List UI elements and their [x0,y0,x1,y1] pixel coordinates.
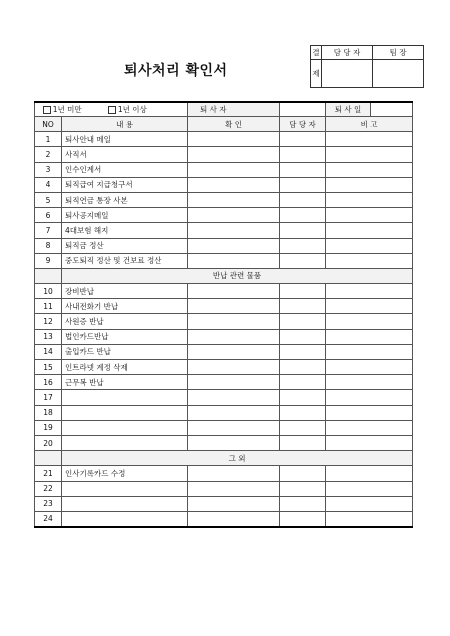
table-row [35,420,413,435]
table-row [35,284,413,299]
approval-side-top: 결 [311,46,322,60]
row-manager-cell[interactable] [280,344,326,359]
row-manager-cell[interactable] [280,390,326,405]
row-check-cell[interactable] [188,208,280,223]
row-remark-cell[interactable] [326,466,413,481]
resign-date-field[interactable] [371,103,412,116]
table-row [35,132,413,147]
row-manager-cell[interactable] [280,192,326,207]
resignee-label: 퇴 사 자 [188,102,280,117]
row-check-cell[interactable] [188,375,280,390]
row-content: 퇴직금 정산 [62,238,188,253]
row-check-cell[interactable] [188,177,280,192]
row-number: 23 [35,496,62,511]
header-manager: 담 당 자 [280,117,326,132]
tenure-options [35,102,188,117]
approval-side-bottom: 제 [311,60,322,88]
row-remark-cell[interactable] [326,284,413,299]
row-number: 8 [35,238,62,253]
row-manager-cell[interactable] [280,208,326,223]
row-manager-cell[interactable] [280,329,326,344]
row-manager-cell[interactable] [280,496,326,511]
row-content: 인수인계서 [62,162,188,177]
header-no: NO [35,117,62,132]
row-number: 11 [35,299,62,314]
approval-header-manager: 담 당 자 [322,46,373,60]
table-row [35,314,413,329]
row-content: 인트라넷 계정 삭제 [62,360,188,375]
row-check-cell[interactable] [188,360,280,375]
table-row [35,466,413,481]
under1-label: 1년 미만 [52,105,82,114]
row-manager-cell[interactable] [280,466,326,481]
table-row [35,496,413,511]
row-remark-cell[interactable] [326,329,413,344]
header-row [35,117,413,132]
row-remark-cell[interactable] [326,132,413,147]
row-content [62,511,188,527]
row-number: 22 [35,481,62,496]
row-content: 사원증 반납 [62,314,188,329]
row-content: 장비반납 [62,284,188,299]
row-number: 13 [35,329,62,344]
table-row [35,162,413,177]
row-manager-cell[interactable] [280,132,326,147]
row-number: 20 [35,435,62,450]
row-check-cell[interactable] [188,405,280,420]
table-row [35,360,413,375]
row-remark-cell[interactable] [326,314,413,329]
row-remark-cell[interactable] [326,238,413,253]
row-remark-cell[interactable] [326,147,413,162]
row-check-cell[interactable] [188,284,280,299]
section-others-title: 그 외 [62,451,413,466]
row-check-cell[interactable] [188,253,280,268]
under1-checkbox[interactable] [43,106,51,114]
section-returns-title: 반납 관련 물품 [62,268,413,283]
row-number: 1 [35,132,62,147]
row-content: 근무복 반납 [62,375,188,390]
row-manager-cell[interactable] [280,147,326,162]
row-check-cell[interactable] [188,435,280,450]
row-remark-cell[interactable] [326,223,413,238]
row-number: 3 [35,162,62,177]
row-number: 7 [35,223,62,238]
row-remark-cell[interactable] [326,496,413,511]
row-manager-cell[interactable] [280,238,326,253]
row-manager-cell[interactable] [280,360,326,375]
over1-label: 1년 이상 [117,105,147,114]
row-content: 법인카드반납 [62,329,188,344]
table-row [35,435,413,450]
row-number: 14 [35,344,62,359]
row-check-cell[interactable] [188,390,280,405]
row-manager-cell[interactable] [280,284,326,299]
table-row [35,344,413,359]
section-returns [35,268,413,283]
table-row [35,223,413,238]
resign-date-label: 퇴 사 일 [326,103,371,116]
section-no-blank [35,451,62,466]
row-remark-cell[interactable] [326,360,413,375]
row-content: 퇴직급여 지급청구서 [62,177,188,192]
row-remark-cell[interactable] [326,299,413,314]
row-check-cell[interactable] [188,192,280,207]
row-number: 15 [35,360,62,375]
row-content: 퇴사안내 메일 [62,132,188,147]
table-row [35,375,413,390]
row-number: 6 [35,208,62,223]
table-row [35,511,413,527]
table-row [35,390,413,405]
row-number: 4 [35,177,62,192]
row-manager-cell[interactable] [280,314,326,329]
row-number: 12 [35,314,62,329]
table-row [35,299,413,314]
row-check-cell[interactable] [188,299,280,314]
row-remark-cell[interactable] [326,177,413,192]
row-content [62,496,188,511]
row-content: 출입카드 반납 [62,344,188,359]
section-no-blank [35,268,62,283]
row-check-cell[interactable] [188,314,280,329]
row-manager-cell[interactable] [280,253,326,268]
row-check-cell[interactable] [188,466,280,481]
resign-date-cell [326,102,413,117]
row-manager-cell[interactable] [280,481,326,496]
row-content [62,390,188,405]
row-check-cell[interactable] [188,481,280,496]
row-remark-cell[interactable] [326,390,413,405]
row-number: 2 [35,147,62,162]
row-number: 24 [35,511,62,527]
row-check-cell[interactable] [188,329,280,344]
row-remark-cell[interactable] [326,344,413,359]
row-remark-cell[interactable] [326,420,413,435]
over1-checkbox[interactable] [108,106,116,114]
table-row [35,208,413,223]
row-content: 사직서 [62,147,188,162]
row-content [62,435,188,450]
row-remark-cell[interactable] [326,192,413,207]
row-content [62,481,188,496]
row-manager-cell[interactable] [280,405,326,420]
row-manager-cell[interactable] [280,299,326,314]
header-content: 내 용 [62,117,188,132]
row-manager-cell[interactable] [280,511,326,527]
row-content: 퇴사공지메일 [62,208,188,223]
row-manager-cell[interactable] [280,223,326,238]
row-remark-cell[interactable] [326,435,413,450]
table-row [35,329,413,344]
row-manager-cell[interactable] [280,162,326,177]
row-content: 인사기록카드 수정 [62,466,188,481]
approval-box [310,45,424,88]
checklist-table [34,101,413,528]
table-row [35,253,413,268]
table-row [35,177,413,192]
row-remark-cell[interactable] [326,481,413,496]
row-number: 10 [35,284,62,299]
row-number: 9 [35,253,62,268]
table-row [35,147,413,162]
row-content [62,420,188,435]
header-remark: 비 고 [326,117,413,132]
row-remark-cell[interactable] [326,162,413,177]
row-content: 4대보험 해지 [62,223,188,238]
row-number: 16 [35,375,62,390]
resignee-field[interactable] [280,102,326,117]
row-check-cell[interactable] [188,511,280,527]
header-check: 확 인 [188,117,280,132]
row-manager-cell[interactable] [280,420,326,435]
row-number: 19 [35,420,62,435]
row-manager-cell[interactable] [280,435,326,450]
row-check-cell[interactable] [188,420,280,435]
row-check-cell[interactable] [188,344,280,359]
row-content: 사내전화기 반납 [62,299,188,314]
row-number: 17 [35,390,62,405]
document-title: 퇴사처리 확인서 [124,63,228,79]
table-row [35,405,413,420]
approval-sign-team-lead[interactable] [373,60,424,88]
row-remark-cell[interactable] [326,375,413,390]
table-row [35,238,413,253]
table-row [35,481,413,496]
row-content: 중도퇴직 정산 및 건보료 정산 [62,253,188,268]
row-number: 18 [35,405,62,420]
row-check-cell[interactable] [188,496,280,511]
table-row [35,192,413,207]
row-check-cell[interactable] [188,162,280,177]
row-manager-cell[interactable] [280,375,326,390]
row-check-cell[interactable] [188,147,280,162]
row-number: 21 [35,466,62,481]
row-remark-cell[interactable] [326,405,413,420]
info-row [35,102,413,117]
row-remark-cell[interactable] [326,208,413,223]
row-remark-cell[interactable] [326,253,413,268]
row-check-cell[interactable] [188,132,280,147]
row-manager-cell[interactable] [280,177,326,192]
row-check-cell[interactable] [188,223,280,238]
row-content [62,405,188,420]
approval-sign-manager[interactable] [322,60,373,88]
row-number: 5 [35,192,62,207]
row-content: 퇴직연금 통장 사본 [62,192,188,207]
row-remark-cell[interactable] [326,511,413,527]
approval-header-team-lead: 팀 장 [373,46,424,60]
row-check-cell[interactable] [188,238,280,253]
section-others [35,451,413,466]
